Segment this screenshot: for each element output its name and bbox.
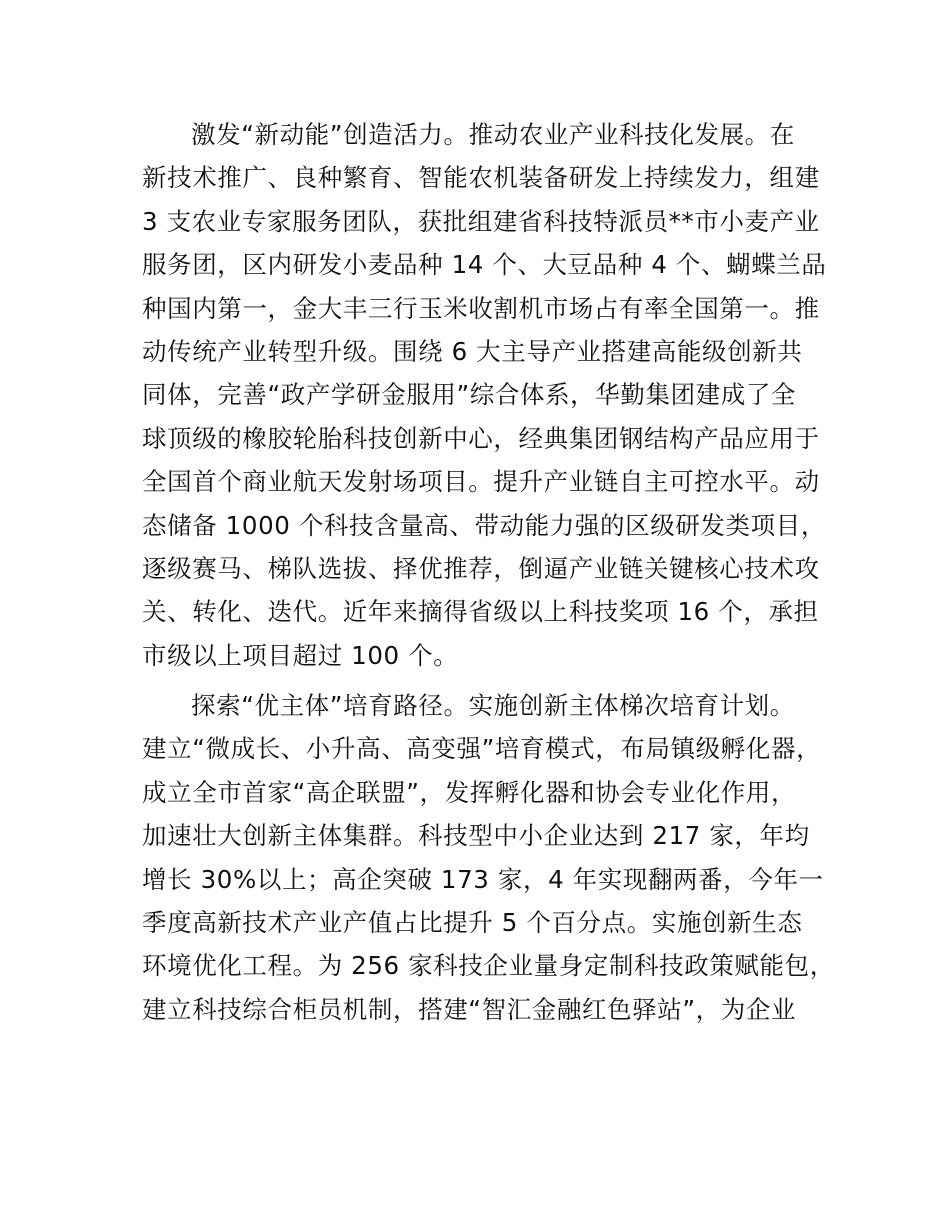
paragraph-quality-entities bbox=[142, 684, 842, 1031]
text-line: 全国首个商业航天发射场项目。提升产业链自主可控水平。动 bbox=[142, 467, 820, 497]
text-line: 球顶级的橡胶轮胎科技创新中心，经典集团钢结构产品应用于 bbox=[142, 423, 820, 453]
text-line: 逐级赛马、梯队选拔、择优推荐，倒逼产业链关键核心技术攻 bbox=[142, 553, 820, 583]
text-line: 动传统产业转型升级。围绕 6 大主导产业搭建高能级创新共 bbox=[142, 336, 803, 366]
text-line: 同体，完善“政产学研金服用”综合体系，华勤集团建成了全 bbox=[142, 380, 797, 410]
text-line: 新技术推广、良种繁育、智能农机装备研发上持续发力，组建 bbox=[142, 163, 820, 193]
text-line: 种国内第一，金大丰三行玉米收割机市场占有率全国第一。推 bbox=[142, 293, 820, 323]
text-line: 增长 30%以上；高企突破 173 家，4 年实现翻两番，今年一 bbox=[142, 864, 824, 894]
text-line: 探索“优主体”培育路径。实施创新主体梯次培育计划。 bbox=[191, 691, 795, 720]
text-line: 成立全市首家“高企联盟”，发挥孵化器和协会专业化作用， bbox=[142, 777, 797, 807]
text-line: 态储备 1000 个科技含量高、带动能力强的区级研发类项目， bbox=[142, 510, 826, 540]
text-line: 环境优化工程。为 256 家科技企业量身定制科技政策赋能包， bbox=[142, 951, 835, 981]
text-line: 激发“新动能”创造活力。推动农业产业科技化发展。在 bbox=[191, 120, 795, 149]
text-line: 季度高新技术产业产值占比提升 5 个百分点。实施创新生态 bbox=[142, 907, 803, 937]
paragraph-new-momentum bbox=[142, 113, 842, 677]
text-line: 建立科技综合柜员机制，搭建“智汇金融红色驿站”，为企业 bbox=[142, 994, 797, 1024]
text-line: 服务团，区内研发小麦品种 14 个、大豆品种 4 个、蝴蝶兰品 bbox=[142, 250, 827, 280]
text-line: 关、转化、迭代。近年来摘得省级以上科技奖项 16 个，承担 bbox=[142, 597, 819, 627]
text-line: 加速壮大创新主体集群。科技型中小企业达到 217 家，年均 bbox=[142, 821, 810, 851]
text-line: 建立“微成长、小升高、高变强”培育模式，布局镇级孵化器， bbox=[142, 734, 822, 764]
text-line: 3 支农业专家服务团队，获批组建省科技特派员**市小麦产业 bbox=[142, 206, 820, 236]
text-line: 市级以上项目超过 100 个。 bbox=[142, 640, 459, 670]
